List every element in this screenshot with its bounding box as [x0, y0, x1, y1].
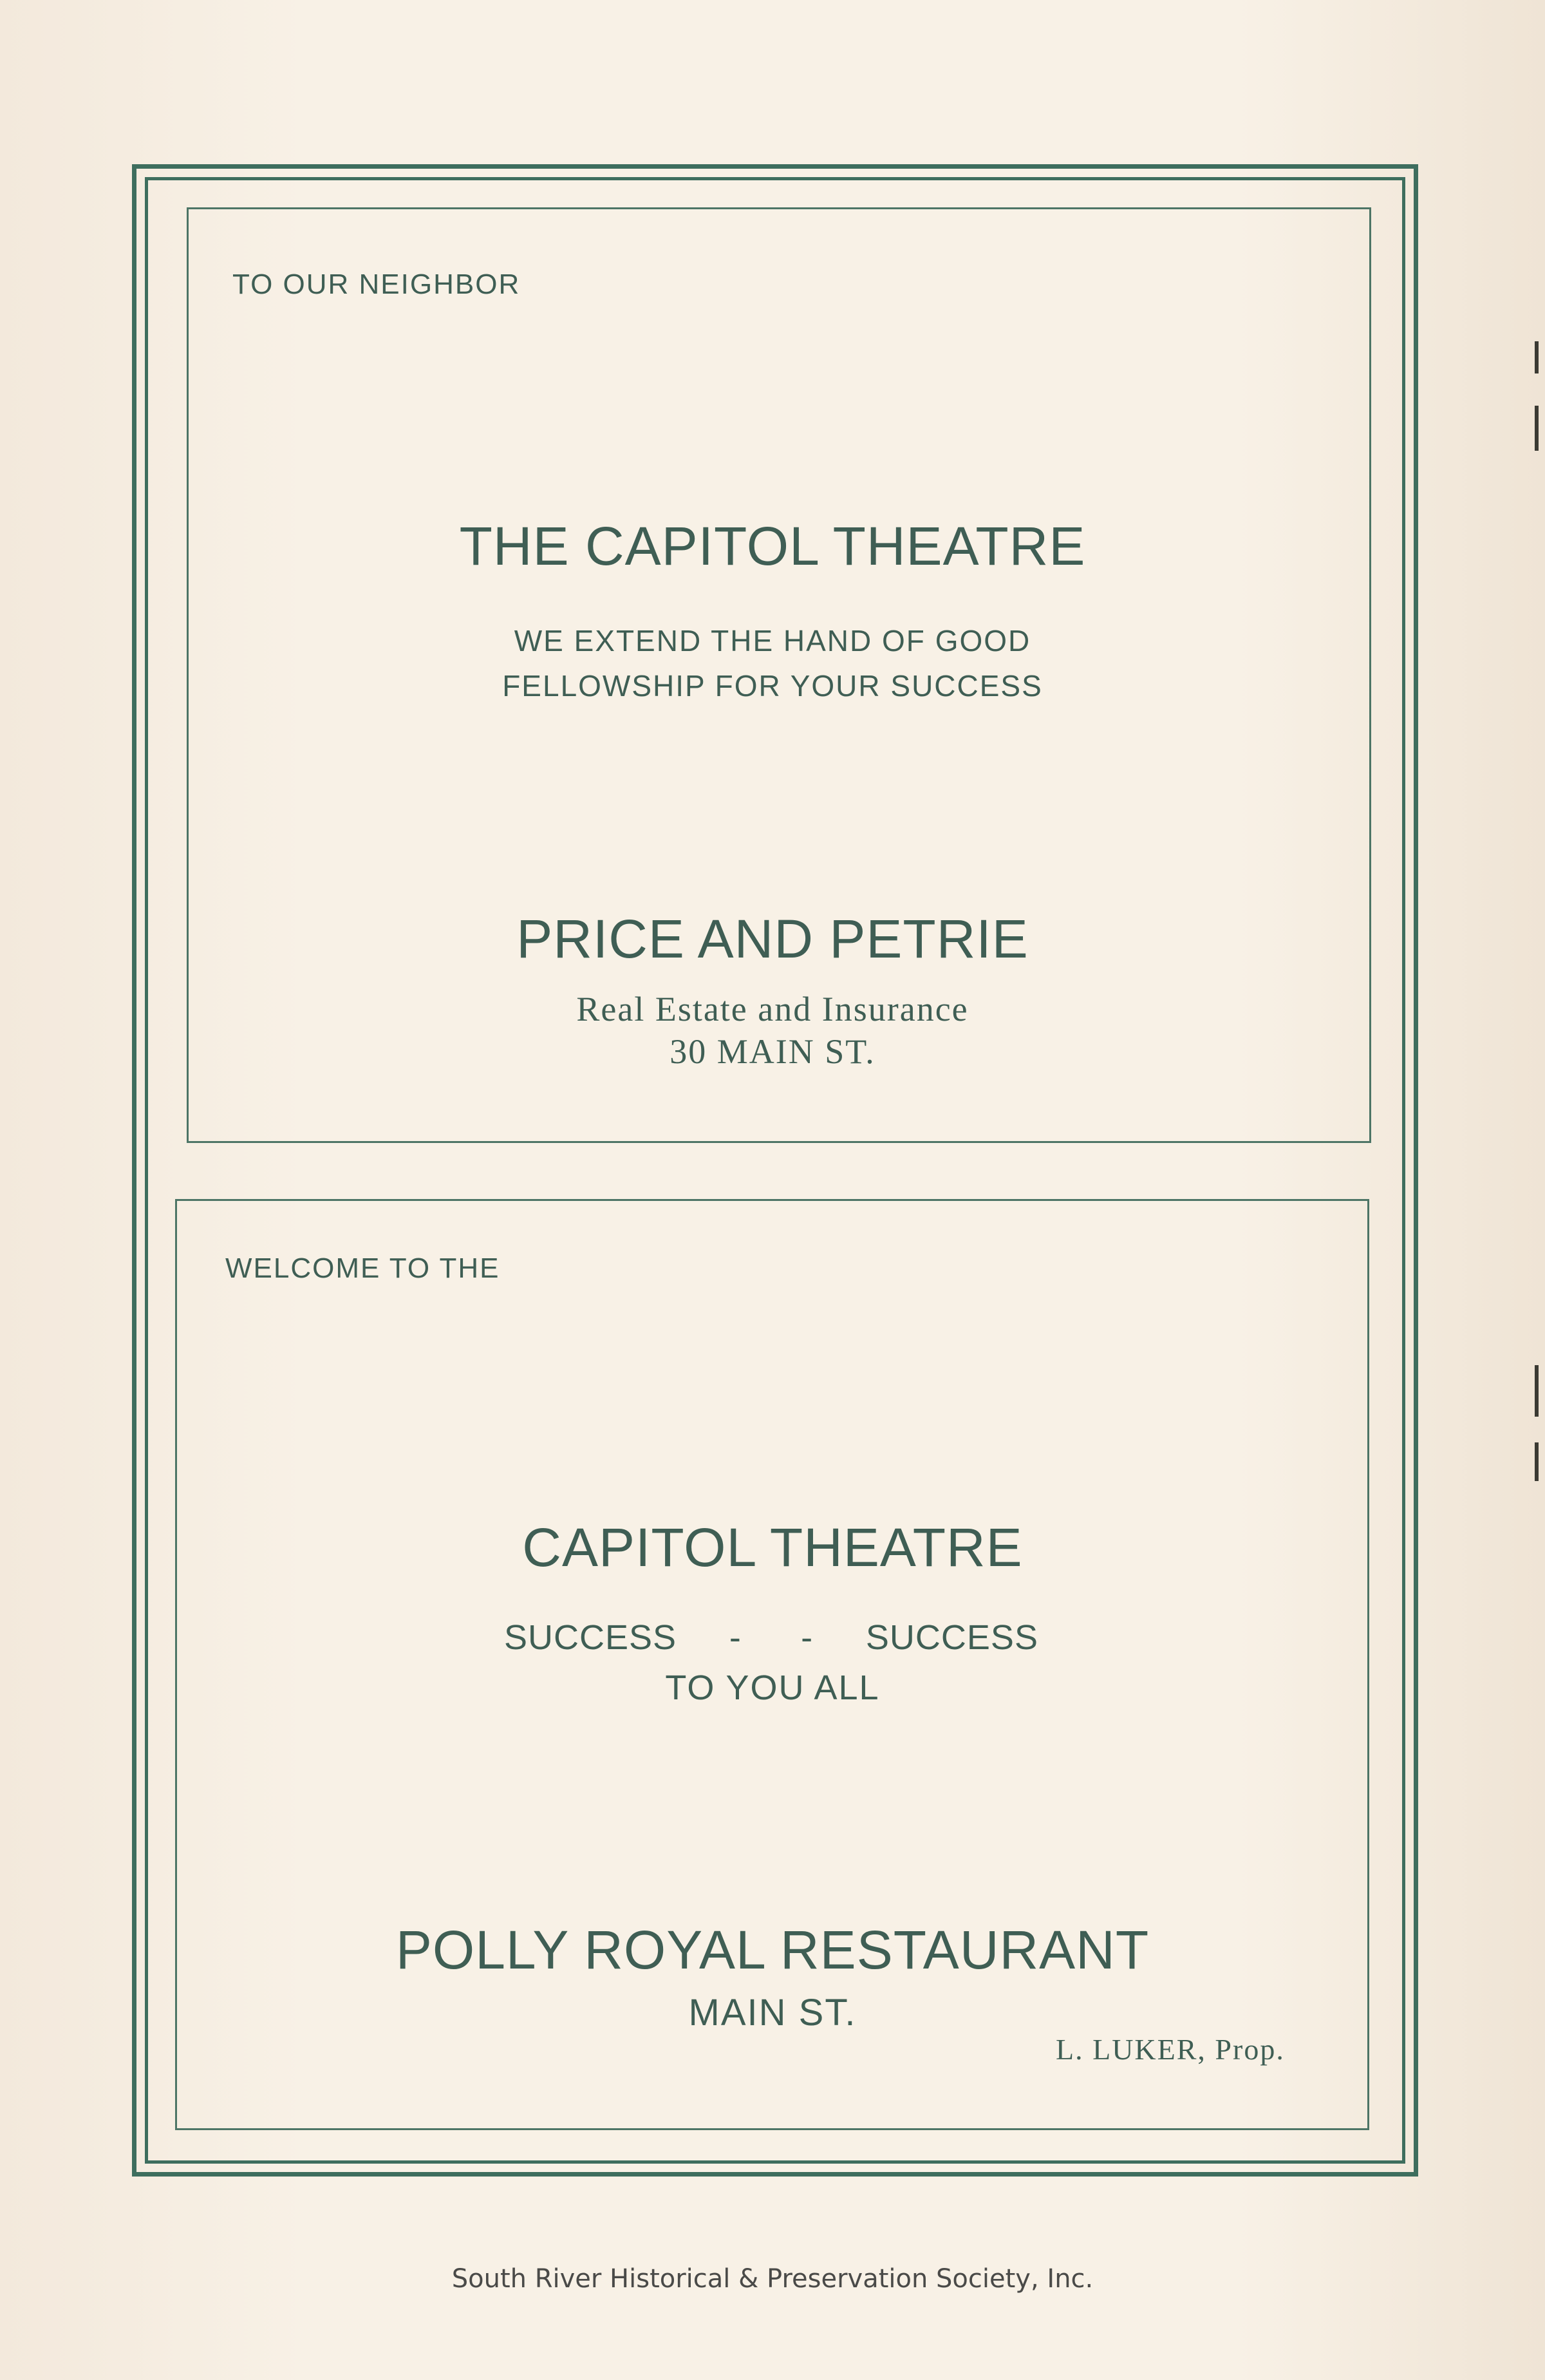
success-right: SUCCESS — [865, 1618, 1038, 1657]
ad-top-address: 30 MAIN ST. — [670, 1032, 876, 1071]
dash-1: - — [729, 1618, 742, 1657]
binding-mark — [1535, 1442, 1539, 1481]
ad-top-message-line-2: FELLOWSHIP FOR YOUR SUCCESS — [502, 669, 1043, 703]
ad-bottom-advertiser: POLLY ROYAL RESTAURANT — [395, 1920, 1150, 1980]
dash-2: - — [801, 1618, 814, 1657]
success-left: SUCCESS — [504, 1618, 677, 1657]
ad-top-greeting: TO OUR NEIGHBOR — [232, 269, 521, 300]
footer-credit: South River Historical & Preservation Society, Inc. — [451, 2264, 1094, 2294]
ad-top-advertiser: PRICE AND PETRIE — [516, 909, 1029, 969]
ad-top-message-line-1: WE EXTEND THE HAND OF GOOD — [514, 624, 1031, 657]
ad-top-business: Real Estate and Insurance — [576, 990, 969, 1028]
ad-bottom-proprietor: L. LUKER, Prop. — [1056, 2033, 1285, 2066]
ad-bottom-headline: CAPITOL THEATRE — [522, 1517, 1023, 1578]
ad-top-headline: THE CAPITOL THEATRE — [459, 516, 1086, 576]
binding-mark — [1535, 406, 1539, 451]
binding-mark — [1535, 341, 1539, 373]
ad-bottom-address: MAIN ST. — [688, 1992, 857, 2034]
ad-bottom-message: TO YOU ALL — [665, 1668, 880, 1707]
ad-bottom-greeting: WELCOME TO THE — [225, 1252, 500, 1284]
success-line — [504, 1618, 1038, 1658]
binding-mark — [1535, 1365, 1539, 1417]
